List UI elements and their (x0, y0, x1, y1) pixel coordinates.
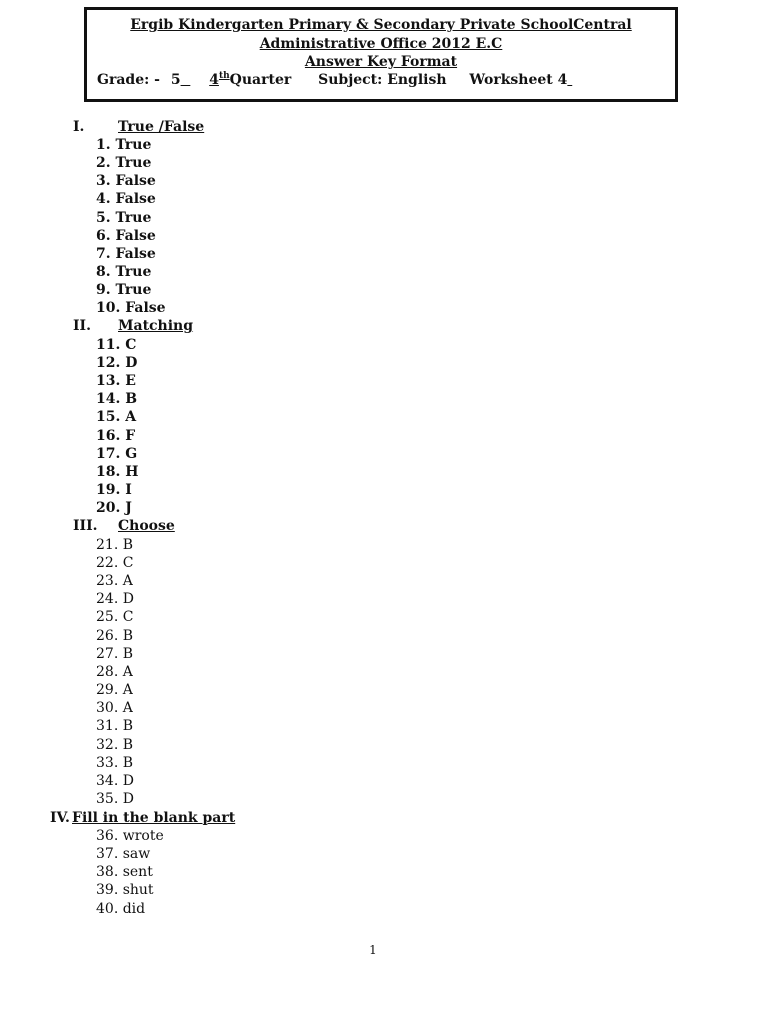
list-item: 25. C (96, 609, 134, 625)
section-4-roman: IV. (50, 810, 70, 826)
list-item: 11. C (96, 337, 137, 353)
office-line: Administrative Office 2012 E.C (259, 36, 503, 52)
list-item: 35. D (96, 791, 134, 807)
list-item: 33. B (96, 755, 134, 771)
list-item: 17. G (96, 446, 138, 462)
list-item: 20. J (96, 500, 132, 516)
list-item: 6. False (96, 228, 156, 244)
list-item: 9. True (96, 282, 152, 298)
list-item: 39. shut (96, 882, 154, 898)
list-item: 27. B (96, 646, 134, 662)
list-item: 2. True (96, 155, 152, 171)
list-item: 12. D (96, 355, 138, 371)
list-item: 37. saw (96, 846, 151, 862)
grade-row (97, 71, 572, 89)
list-item: 16. F (96, 428, 136, 444)
quarter-label: Quarter (229, 72, 292, 88)
list-item: 19. I (96, 482, 132, 498)
section-4-title: Fill in the blank part (72, 810, 236, 826)
list-item: 28. A (96, 664, 133, 680)
list-item: 29. A (96, 682, 133, 698)
quarter-number: 4 (209, 72, 219, 88)
grade-value: 5 (170, 72, 181, 88)
list-item: 10. False (96, 300, 166, 316)
list-item: 38. sent (96, 864, 153, 880)
list-item: 18. H (96, 464, 139, 480)
list-item: 13. E (96, 373, 136, 389)
list-item: 40. did (96, 901, 146, 917)
list-item: 24. D (96, 591, 134, 607)
section-1-title: True /False (118, 119, 205, 135)
grade-label: Grade: - (97, 72, 160, 88)
list-item: 22. C (96, 555, 134, 571)
section-2-title: Matching (118, 318, 194, 334)
worksheet: Worksheet 4 (469, 72, 568, 88)
school-name: Ergib Kindergarten Primary & Secondary Private SchoolCentral (130, 17, 632, 33)
list-item: 8. True (96, 264, 152, 280)
list-item: 23. A (96, 573, 133, 589)
section-3-roman: III. (73, 518, 98, 534)
section-2-roman: II. (73, 318, 91, 334)
list-item: 4. False (96, 191, 156, 207)
list-item: 34. D (96, 773, 134, 789)
list-item: 36. wrote (96, 828, 164, 844)
subject: Subject: English (318, 72, 447, 88)
quarter-suffix: th (218, 71, 230, 81)
list-item: 21. B (96, 537, 134, 553)
quarter (209, 71, 291, 89)
list-item: 30. A (96, 700, 133, 716)
section-3-title: Choose (118, 518, 175, 534)
list-item: 1. True (96, 137, 152, 153)
list-item: 14. B (96, 391, 138, 407)
header-box (84, 7, 678, 102)
list-item: 5. True (96, 210, 152, 226)
list-item: 3. False (96, 173, 156, 189)
list-item: 15. A (96, 409, 137, 425)
page-number: 1 (369, 943, 377, 957)
list-item: 26. B (96, 628, 134, 644)
list-item: 32. B (96, 737, 134, 753)
list-item: 31. B (96, 718, 134, 734)
answer-key-title: Answer Key Format (304, 54, 458, 70)
section-1-roman: I. (73, 119, 85, 135)
list-item: 7. False (96, 246, 156, 262)
